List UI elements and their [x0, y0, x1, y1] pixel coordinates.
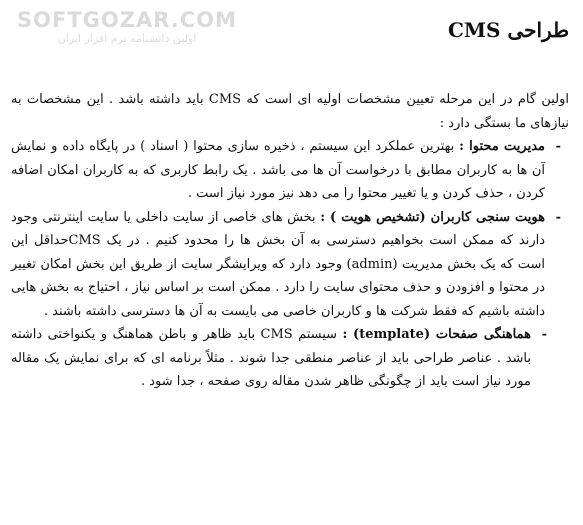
document-body — [11, 88, 569, 394]
requirements-list — [11, 135, 569, 394]
item-term: هویت سنجی کاربران (تشخیص هویت ) : — [320, 209, 545, 225]
item-text: سیستم CMS باید ظاهر و باطن هماهنگ و یکنواختی داشته باشد . عناصر طراحی باید از عناصر منطقی جدا شوند . مثلاً برنامه ای که برای نمایش یک مقاله مورد نیاز است باید از چگونگی ظاهر شدن مقاله روی صفحه ، جدا شود . — [11, 327, 531, 389]
watermark-tagline: اولین دانشنامه نرم افزار ایران — [57, 32, 197, 45]
list-item — [11, 323, 569, 394]
bullet-marker: - — [555, 209, 561, 225]
list-item — [11, 206, 569, 324]
item-text: بهترین عملکرد این سیستم ، ذخیره سازی محتوا ( اسناد ) در پایگاه داده و نمایش آن ها به کاربران مطابق با درخواست آن ها می باشد . یک رابط کاربری که به کاربران امکان اضافه کردن ، حذف کردن و یا تغییر محتوا را می دهد نیز مورد نیاز است . — [11, 139, 545, 201]
intro-paragraph: اولین گام در این مرحله تعیین مشخصات اولیه ای است که CMS باید داشته باشد . این مشخصات به نیازهای ما بستگی دارد : — [11, 92, 569, 131]
bullet-marker: - — [555, 139, 561, 154]
list-item — [11, 135, 569, 206]
bullet-marker: - — [541, 327, 547, 342]
watermark-logo-text: SOFTGOZAR.COM — [17, 8, 237, 32]
item-term: هماهنگی صفحات (template) : — [342, 327, 531, 342]
watermark-logo — [12, 8, 242, 46]
item-term: مدیریت محتوا : — [459, 139, 546, 154]
item-text: بخش های خاصی از سایت داخلی یا سایت اینترنتی وجود دارند که ممکن است بخواهیم دسترسی به آن بخش ها را محدود کنیم . در یک CMSحداقل این است که یک بخش مدیریت (admin) وجود دارد که ویرایشگر سایت از طریق این بخش امکان تغییر در محتوا و افزودن و حذف محتوای سایت را دارد . ممکن است بر اساس نیاز ، احتیاج به بخش هایی داشته باشیم که فقط شرکت ها و کاربران خاصی می بایست به آن ها دسترسی داشته باشند . — [11, 209, 545, 319]
page-title: طراحی CMS — [447, 18, 569, 42]
